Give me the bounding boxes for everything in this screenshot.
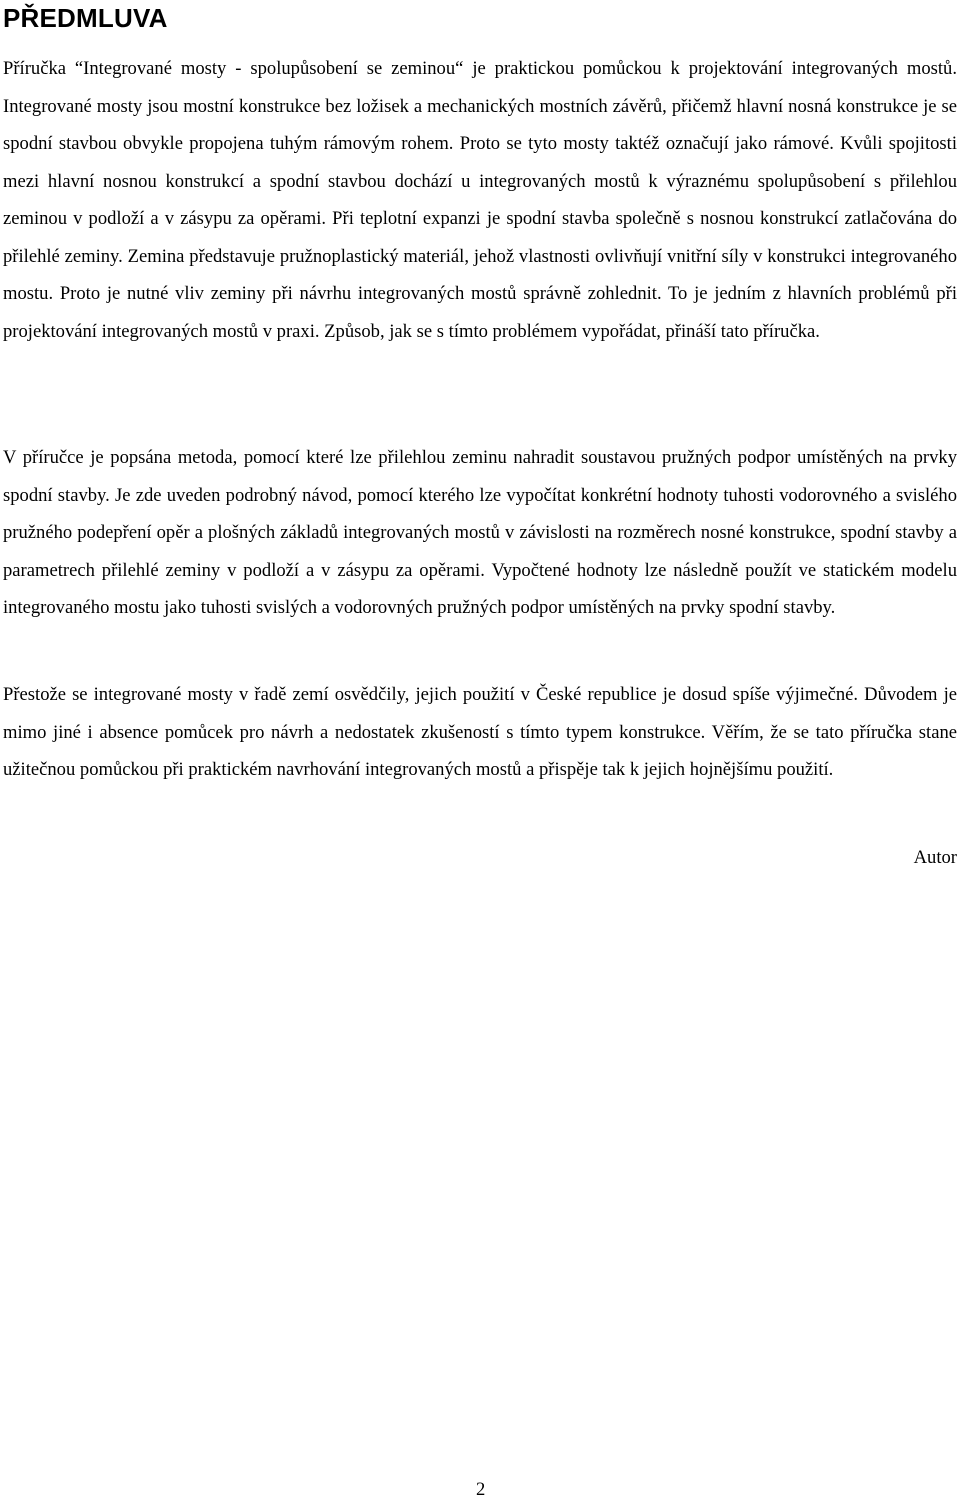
paragraph-method: V příručce je popsána metoda, pomocí které lze přilehlou zeminu nahradit soustavou pružných podpor umístěných na prvky spodní stavby. Je zde uveden podrobný návod, pomocí kterého lze vypočítat konkrétní hodnoty tuhosti vodorovného a svislého pružného podepření opěr a plošných základů integrovaných mostů v závislosti na rozměrech nosné konstrukce, spodní stavby a parametrech přilehlé zeminy v podloží a v zásypu za opěrami. Vypočtené hodnoty lze následně použít ve statickém modelu integrovaného mostu jako tuhosti svislých a vodorovných pružných podpor umístěných na prvky spodní stavby. (3, 447, 957, 618)
author-signature: Autor (913, 847, 957, 868)
paragraph-intro: Příručka “Integrované mosty - spolupůsobení se zeminou“ je praktickou pomůckou k projektování integrovaných mostů. Integrované mosty jsou mostní konstrukce bez ložisek a mechanických mostních závěrů, přičemž hlavní nosná konstrukce je se spodní stavbou obvykle propojena tuhým rámovým rohem. Proto se tyto mosty taktéž označují jako rámové. Kvůli spojitosti mezi hlavní nosnou konstrukcí a spodní stavbou dochází u integrovaných mostů k výraznému spolupůsobení s přilehlou zeminou v podloží a v zásypu za opěrami. Při teplotní expanzi je spodní stavba společně s nosnou konstrukcí zatlačována do přilehlé zeminy. Zemina představuje pružnoplastický materiál, jehož vlastnosti ovlivňují vnitřní síly v konstrukci integrovaného mostu. Proto je nutné vliv zeminy při návrhu integrovaných mostů správně zohlednit. To je jedním z hlavních problémů při projektování integrovaných mostů v praxi. Způsob, jak se s tímto problémem vypořádat, přináší tato příručka. (3, 58, 957, 342)
page-title: PŘEDMLUVA (3, 3, 168, 33)
page-number: 2 (476, 1479, 486, 1500)
paragraph-conclusion: Přestože se integrované mosty v řadě zemí osvědčily, jejich použití v České republice je dosud spíše výjimečné. Důvodem je mimo jiné i absence pomůcek pro návrh a nedostatek zkušeností s tímto typem konstrukce. Věřím, že se tato příručka stane užitečnou pomůckou při praktickém navrhování integrovaných mostů a přispěje tak k jejich hojnějšímu použití. (3, 684, 957, 780)
